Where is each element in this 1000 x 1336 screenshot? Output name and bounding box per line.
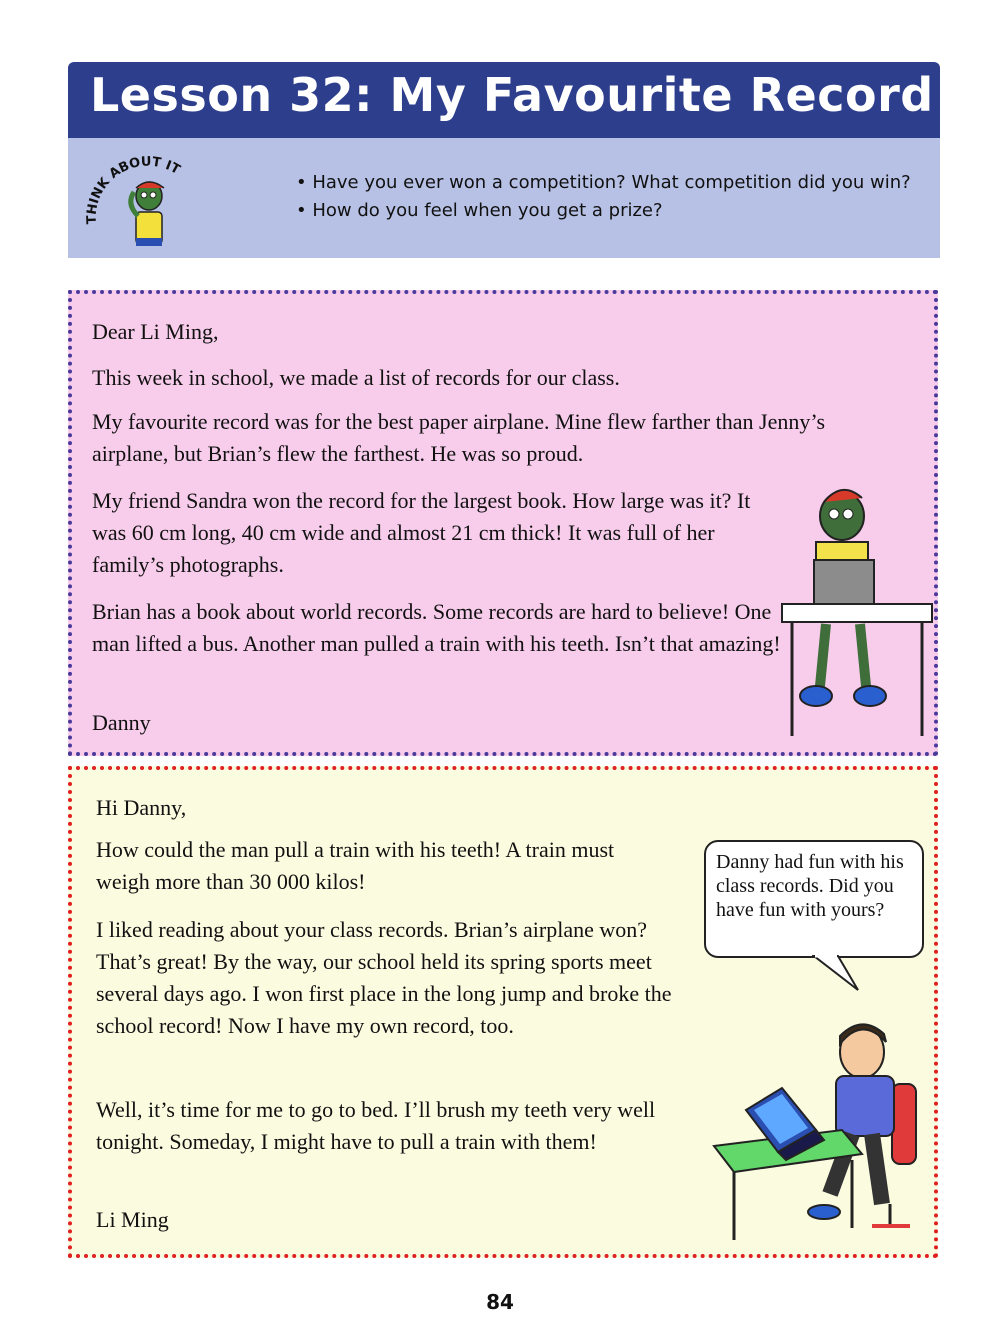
think-about-it-textpath: THINK ABOUT IT xyxy=(84,154,183,225)
letter2-salutation: Hi Danny, xyxy=(96,795,187,820)
letter1-paragraph-2: My favourite record was for the best paper airplane. Mine flew farther than Jenny’s airplane, but Brian’s flew the farthest. He was so proud. xyxy=(92,409,826,466)
speech-bubble xyxy=(704,840,924,958)
page-title: Lesson 32: My Favourite Record xyxy=(90,68,934,122)
think-question-1: • Have you ever won a competition? What competition did you win? xyxy=(296,172,911,193)
letter1-signature: Danny xyxy=(92,710,151,735)
li-ming-at-laptop-illustration xyxy=(712,1014,922,1244)
think-about-it-turtle-icon xyxy=(78,154,218,254)
letter1-paragraph-3: My friend Sandra won the record for the largest book. How large was it? It was 60 cm long, 40 cm wide and almost 21 cm thick! It was full of her family’s photographs. xyxy=(92,488,751,577)
letter1-salutation: Dear Li Ming, xyxy=(92,319,219,344)
letter1-paragraph-4: Brian has a book about world records. Some records are hard to believe! One man lifted a bus. Another man pulled a train with his teeth. Isn’t that amazing! xyxy=(92,599,781,656)
speech-bubble-text: Danny had fun with his class records. Did you have fun with yours? xyxy=(716,851,904,921)
speech-bubble-tail xyxy=(812,954,872,994)
think-about-it-box xyxy=(68,138,940,258)
letter2-paragraph-3: Well, it’s time for me to go to bed. I’ll brush my teeth very well tonight. Someday, I might have to pull a train with them! xyxy=(96,1097,656,1154)
letter-from-danny xyxy=(68,290,938,756)
letter2-signature: Li Ming xyxy=(96,1207,169,1232)
letter2-paragraph-1: How could the man pull a train with his teeth! A train must weigh more than 30 000 kilos! xyxy=(96,837,615,894)
lesson-title-bar xyxy=(68,62,940,138)
letter1-paragraph-1: This week in school, we made a list of records for our class. xyxy=(92,365,620,390)
think-question-2: • How do you feel when you get a prize? xyxy=(296,200,663,221)
page-number: 84 xyxy=(486,1290,514,1314)
letter2-paragraph-2: I liked reading about your class records. Brian’s airplane won? That’s great! By the way, our school held its spring sports meet several days ago. I won first place in the long jump and broke the school record! Now I have my own record, too. xyxy=(96,917,672,1038)
danny-at-laptop-illustration xyxy=(780,474,940,744)
